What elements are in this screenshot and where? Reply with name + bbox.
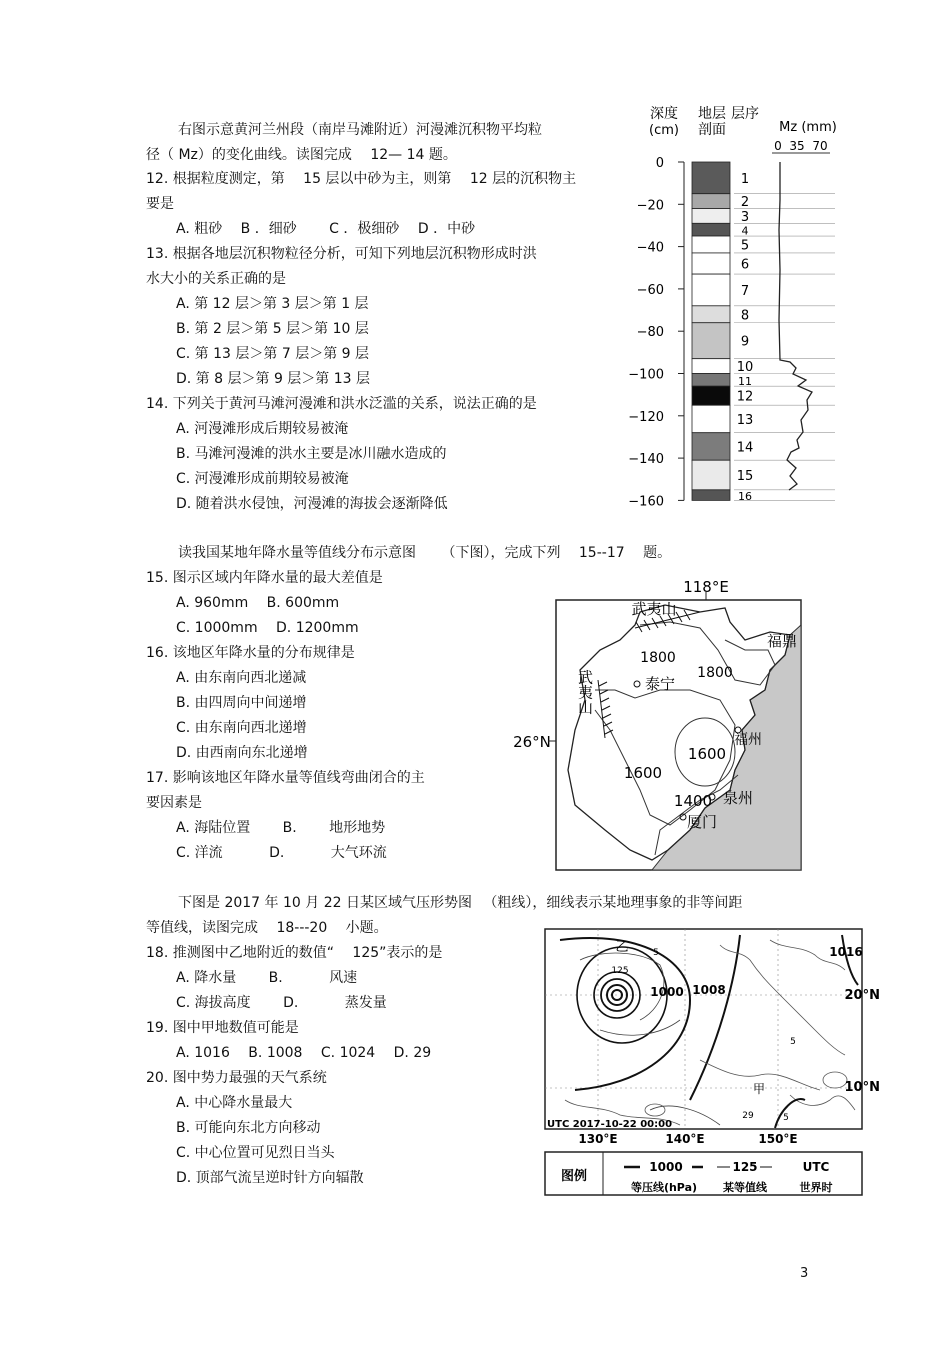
strata-layer-label: 2	[740, 195, 750, 211]
q14-stem: 14. 下列关于黄河马滩河漫滩和洪水泛滥的关系，说法正确的是	[146, 396, 537, 412]
q13-option-c: C. 第 13 层＞第 7 层＞第 9 层	[176, 346, 370, 362]
strata-layer-1	[692, 162, 730, 194]
map2-label-1008: 1008	[692, 983, 726, 997]
q12-stem-line2: 要是	[146, 196, 174, 212]
q18-options-ab: A. 降水量 B. 风速	[176, 970, 358, 986]
strata-layer-16	[692, 490, 730, 501]
q15-options-ab: A. 960mm B. 600mm	[176, 595, 340, 611]
strata-layer-label: 15	[736, 469, 754, 485]
section1-intro-line2: 径（ Mz）的变化曲线。读图完成 12— 14 题。	[146, 147, 457, 163]
strata-layer-label: 16	[738, 490, 752, 504]
strata-layer-10	[692, 359, 730, 374]
q18-options-cd: C. 海拔高度 D. 蒸发量	[176, 995, 387, 1011]
strata-layer-label: 8	[740, 308, 750, 324]
map1-place-quanzhou: 泉州	[722, 789, 754, 807]
strata-layer-label: 4	[741, 224, 749, 238]
map2-lon-130: 130°E	[578, 1132, 618, 1146]
map2-label-5a: 5	[653, 948, 659, 958]
map2-label-29: 29	[742, 1111, 754, 1121]
map1-iso-1800-a: 1800	[640, 650, 676, 666]
depth-label: −20	[636, 198, 664, 214]
strata-layer-label: 5	[740, 238, 750, 254]
q16-option-a: A. 由东南向西北递减	[176, 670, 307, 686]
q14-option-d: D. 随着洪水侵蚀，河漫滩的海拔会逐渐降低	[176, 496, 448, 512]
map1-place-fuzhou: 福州	[734, 732, 762, 748]
map1-iso-1400: 1400	[673, 792, 713, 810]
q17-stem-line1: 17. 影响该地区年降水量等值线弯曲闭合的主	[146, 770, 425, 786]
map2-label-yi: 乙	[615, 940, 629, 955]
q20-stem: 20. 图中势力最强的天气系统	[146, 1070, 327, 1086]
depth-label: −160	[628, 494, 664, 510]
map1-place-taining: 泰宁	[644, 675, 676, 693]
q19-options: A. 1016 B. 1008 C. 1024 D. 29	[176, 1045, 432, 1061]
header-depth-line2: (cm)	[649, 123, 679, 138]
q13-option-a: A. 第 12 层＞第 3 层＞第 1 层	[176, 296, 369, 312]
header-profile-line1: 地层	[698, 106, 726, 122]
q12-stem-line1: 12. 根据粒度测定，第 15 层以中砂为主，则第 12 层的沉积物主	[146, 171, 577, 187]
strata-layer-label: 10	[736, 360, 754, 376]
q20-option-d: D. 顶部气流呈逆时针方向辐散	[176, 1170, 364, 1186]
q16-option-b: B. 由四周向中间递增	[176, 695, 307, 711]
q17-options-cd: C. 洋流 D. 大气环流	[176, 845, 387, 861]
q13-stem-line2: 水大小的关系正确的是	[146, 271, 286, 287]
q13-option-d: D. 第 8 层＞第 9 层＞第 13 层	[176, 371, 371, 387]
strata-layer-13	[692, 405, 730, 432]
strata-layer-label: 1	[740, 171, 750, 187]
strata-layer-6	[692, 253, 730, 274]
map2-legend-utc: UTC	[802, 1160, 830, 1174]
q19-stem: 19. 图中甲地数值可能是	[146, 1020, 299, 1036]
map2-legend-iso-value: 125	[732, 1160, 758, 1174]
depth-label: −60	[636, 282, 664, 298]
depth-label: −140	[628, 452, 664, 468]
strata-layer-label: 3	[740, 209, 750, 225]
strata-layer-7	[692, 274, 730, 306]
map2-lat-10: 10°N	[844, 1080, 880, 1095]
q14-option-b: B. 马滩河漫滩的洪水主要是冰川融水造成的	[176, 446, 447, 462]
strata-depth-axis	[628, 156, 684, 509]
map1-place-fuding: 福鼎	[766, 632, 798, 650]
mz-tick-35: 35	[789, 139, 805, 153]
q14-option-c: C. 河漫滩形成前期较易被淹	[176, 471, 349, 487]
map2-legend-iso-label: 某等值线	[723, 1181, 767, 1194]
q13-option-b: B. 第 2 层＞第 5 层＞第 10 层	[176, 321, 369, 337]
strata-layer-label: 6	[740, 257, 750, 273]
header-depth-line1: 深度	[650, 106, 678, 122]
map1-lat-label: 26°N	[513, 733, 551, 751]
map2-legend-title: 图例	[560, 1169, 588, 1184]
precipitation-map	[500, 575, 810, 875]
strata-layer-label: 12	[736, 389, 754, 405]
strata-layer-label: 14	[736, 440, 754, 456]
map1-place-wuyi-top: 武夷山	[631, 600, 677, 618]
strata-layer-label: 7	[740, 283, 750, 299]
header-layer: 层序	[731, 106, 759, 122]
strata-layer-5	[692, 236, 730, 253]
strata-layer-2	[692, 194, 730, 209]
strata-layer-8	[692, 306, 730, 323]
map2-label-jia: 甲	[752, 1082, 766, 1096]
q20-option-c: C. 中心位置可见烈日当头	[176, 1145, 335, 1161]
map1-lon-label: 118°E	[683, 578, 729, 596]
strata-layers	[692, 162, 835, 503]
mz-tick-0: 0	[774, 139, 782, 153]
map2-lat-20: 20°N	[844, 988, 880, 1003]
strata-layer-15	[692, 460, 730, 490]
map2-label-125: 125	[611, 966, 629, 976]
q14-option-a: A. 河漫滩形成后期较易被淹	[176, 421, 349, 437]
map2-legend-isobar-label: 等压线(hPa)	[630, 1181, 698, 1194]
q20-option-b: B. 可能向东北方向移动	[176, 1120, 321, 1136]
map2-lon-150: 150°E	[758, 1132, 798, 1146]
depth-label: −120	[628, 409, 664, 425]
q15-stem: 15. 图示区域内年降水量的最大差值是	[146, 570, 383, 586]
strata-layer-label: 11	[738, 374, 752, 388]
pressure-map	[540, 925, 880, 1200]
q16-stem: 16. 该地区年降水量的分布规律是	[146, 645, 355, 661]
depth-label: −80	[636, 325, 664, 341]
strata-figure	[618, 100, 880, 515]
q20-option-a: A. 中心降水量最大	[176, 1095, 293, 1111]
q16-option-c: C. 由东南向西北递增	[176, 720, 307, 736]
page-number: 3	[800, 1266, 809, 1281]
map2-legend-isobar-value: 1000	[649, 1160, 683, 1174]
mz-tick-70: 70	[812, 139, 828, 153]
map1-place-xiamen: 厦门	[686, 813, 718, 831]
strata-layer-12	[692, 386, 730, 405]
strata-layer-9	[692, 323, 730, 359]
section1-intro-line1: 右图示意黄河兰州段（南岸马滩附近）河漫滩沉积物平均粒	[178, 122, 542, 138]
map2-utc-stamp: UTC 2017-10-22 00:00	[547, 1119, 673, 1130]
strata-layer-label: 9	[740, 334, 750, 350]
strata-layer-4	[692, 223, 730, 236]
map1-iso-1600-a: 1600	[623, 764, 663, 782]
strata-layer-11	[692, 374, 730, 387]
q18-stem: 18. 推测图中乙地附近的数值“ 125”表示的是	[146, 945, 443, 961]
section3-intro-line2: 等值线，读图完成 18---20 小题。	[146, 920, 388, 936]
map2-label-5b: 5	[790, 1037, 796, 1047]
section2-intro: 读我国某地年降水量等值线分布示意图 （下图），完成下列 15--17 题。	[178, 545, 672, 561]
strata-layer-3	[692, 209, 730, 224]
map2-label-1016: 1016	[829, 945, 863, 959]
map2-label-1000: 1000	[650, 985, 684, 999]
depth-label: 0	[655, 156, 664, 171]
section3-intro-line1: 下图是 2017 年 10 月 22 日某区域气压形势图 （粗线），细线表示某地理事象的非等间距	[178, 895, 743, 911]
strata-layer-label: 13	[736, 412, 754, 428]
map1-iso-1800-b: 1800	[697, 665, 733, 681]
mz-curve	[779, 162, 812, 490]
map1-place-wuyi-left: 武夷山	[576, 669, 594, 715]
q17-options-ab: A. 海陆位置 B. 地形地势	[176, 820, 386, 836]
q16-option-d: D. 由西南向东北递增	[176, 745, 308, 761]
depth-label: −40	[636, 240, 664, 256]
map1-iso-1600-b: 1600	[687, 745, 727, 763]
header-mz: Mz (mm)	[779, 120, 837, 135]
map2-label-5c: 5	[783, 1113, 789, 1123]
q13-stem-line1: 13. 根据各地层沉积物粒径分析，可知下列地层沉积物形成时洪	[146, 246, 537, 262]
map2-lon-140: 140°E	[665, 1132, 705, 1146]
q15-options-cd: C. 1000mm D. 1200mm	[176, 620, 359, 636]
q17-stem-line2: 要因素是	[146, 795, 202, 811]
strata-layer-14	[692, 433, 730, 460]
header-profile-line2: 剖面	[698, 122, 726, 138]
q12-options: A. 粗砂 B ．细砂 C ．极细砂 D ．中砂	[176, 221, 476, 237]
map2-legend-utc-label: 世界时	[799, 1181, 833, 1194]
depth-label: −100	[628, 367, 664, 383]
